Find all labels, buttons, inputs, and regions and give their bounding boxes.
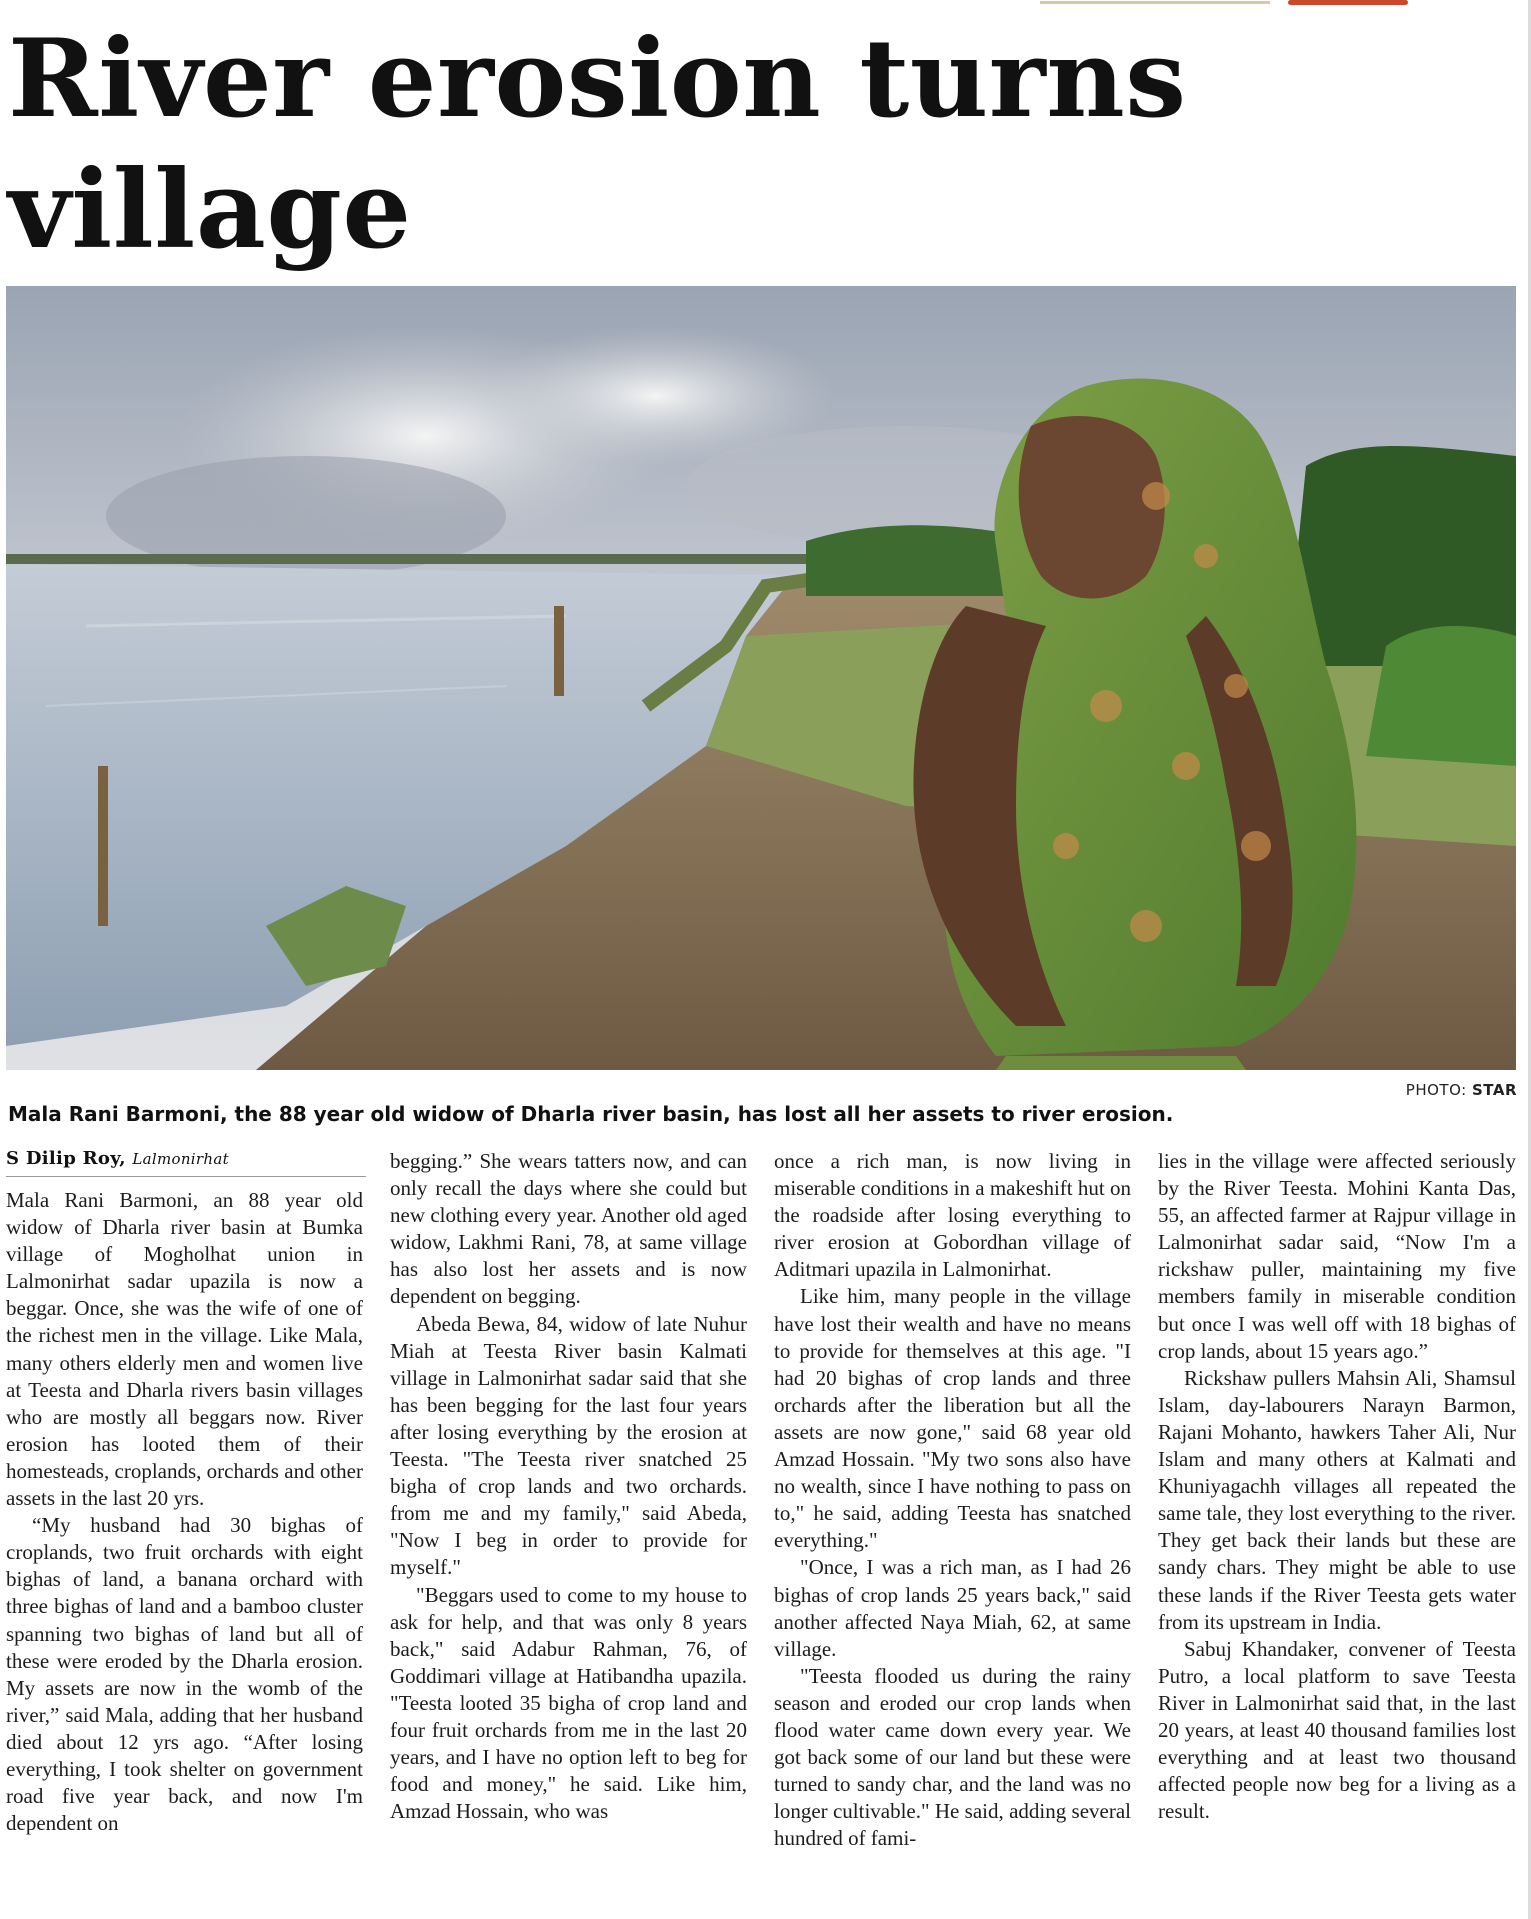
paragraph: Like him, many people in the village have lost their wealth and have no means to provide for themselves at this age. "I had 20 bighas of crop lands and three orchards after the liberation but all the assets are now gone," said 68 year old Amzad Hossain. "My two sons also have no wealth, since I have nothing to pass on to," he said, adding Teesta has snatched everything." (774, 1284, 1131, 1553)
photo-credit (1406, 1081, 1517, 1099)
photo-credit-label: PHOTO: (1405, 1081, 1467, 1099)
paragraph: once a rich man, is now living in miserable conditions in a makeshift hut on the roadside after losing everything to river erosion at Gobordhan village of Aditmari upazila in Lalmonirhat. (774, 1149, 1131, 1282)
paragraph: “My husband had 30 bighas of croplands, two fruit orchards with eight bighas of land, a banana orchard with three bighas of land and a bamboo cluster spanning two bighas of land but all of these were eroded by the Dharla erosion. My assets are now in the womb of the river,” said Mala, adding that her husband died about 12 yrs ago. “After losing everything, I took shelter on government road five year back, and now I'm dependent on (6, 1513, 363, 1836)
photo-credit-source: STAR (1471, 1081, 1517, 1099)
article-column-4 (1158, 1148, 1516, 1825)
paragraph: lies in the village were affected seriously by the River Teesta. Mohini Kanta Das, 55, an affected farmer at Rajpur village in Lalmonirhat sadar said, “Now I'm a rickshaw puller, maintaining my five members family in miserable condition but once I was well off with 18 bighas of crop lands, about 15 years ago.” (1158, 1149, 1516, 1363)
paragraph: Rickshaw pullers Mahsin Ali, Shamsul Islam, day-labourers Narayn Barmon, Rajani Mohanto, hawkers Taher Ali, Nur Islam and many others at Kalmati and Khuniyagachh villages all repeated the same tale, they lost everything to the river. They get back their lands but these are sandy chars. They might be able to use these lands if the River Teesta gets water from its upstream in India. (1158, 1365, 1516, 1634)
article-column-3 (774, 1148, 1131, 1852)
paragraph: "Beggars used to come to my house to ask for help, and that was only 8 years back," said Adabur Rahman, 76, of Goddimari village at Hatibandha upazila. "Teesta looted 35 bigha of crop land and four fruit orchards from me in the last 20 years, and I have no option left to beg for food and money," he said. Like him, Amzad Hossain, who was (390, 1582, 747, 1824)
headline-line-1: River erosion turns village (8, 16, 1187, 273)
paragraph: Mala Rani Barmoni, an 88 year old widow of Dharla river basin at Bumka village of Mogholhat union in Lalmonirhat sadar upazila is now a beggar. Once, she was the wife of one of the richest men in the village. Like Mala, many others elderly men and women live at Teesta and Dharla rivers basin villages who are mostly all beggars now. River erosion has looted them of their homesteads, croplands, orchards and other assets in the last 20 yrs. (6, 1188, 363, 1511)
byline-location: Lalmonirhat (132, 1150, 229, 1168)
article-column-1 (6, 1187, 363, 1837)
paragraph: begging.” She wears tatters now, and can only recall the days where she could but new clothing every year. Another old aged widow, Lakhmi Rani, 78, at same village has also lost her assets and is now dependent on begging. (390, 1149, 747, 1309)
paragraph: Abeda Bewa, 84, widow of late Nuhur Miah at Teesta River basin Kalmati village in Lalmonirhat sadar said that she has been begging for the last four years after losing everything by the erosion at Teesta. "The Teesta river snatched 25 bigha of crop lands and two orchards. from me and my family," said Abeda, "Now I beg in order to provide for myself." (390, 1311, 747, 1580)
paragraph: "Teesta flooded us during the rainy season and eroded our crop lands when flood water came down every year. We got back some of our land but these were turned to sandy char, and the land was no longer cultivable." He said, adding several hundred of fami- (774, 1663, 1131, 1851)
river-erosion-photo (6, 286, 1516, 1070)
masthead-decoration (1040, 0, 1420, 6)
byline: S Dilip Roy, Lalmonirhat (6, 1148, 366, 1177)
paragraph: Sabuj Khandaker, convener of Teesta Putro, a local platform to save Teesta River in Lalmonirhat said that, in the last 20 years, at least 40 thousand families lost everything and at least two thousand affected people now beg for a living as a result. (1158, 1636, 1516, 1824)
news-photo (6, 286, 1516, 1070)
article-column-2 (390, 1148, 747, 1825)
byline-author: S Dilip Roy (6, 1148, 120, 1169)
paragraph: "Once, I was a rich man, as I had 26 bighas of crop lands 25 years back," said another affected Naya Miah, 62, at same village. (774, 1555, 1131, 1661)
photo-caption: Mala Rani Barmoni, the 88 year old widow of Dharla river basin, has lost all her assets to river erosion. (8, 1102, 1174, 1126)
